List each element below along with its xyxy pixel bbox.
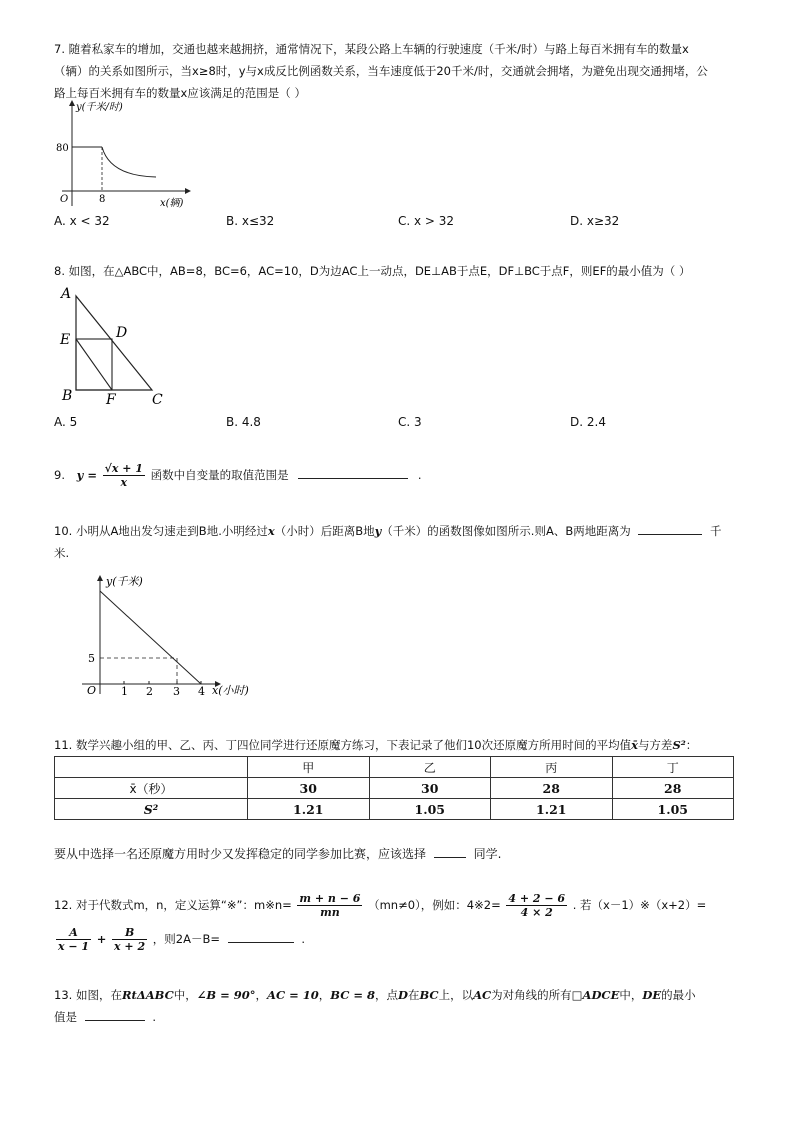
q13-parallelogram: □ADCE xyxy=(571,988,620,1002)
q11-s2: S² xyxy=(672,738,686,752)
question-8-text: 8. 如图，在△ABC中，AB=8，BC=6，AC=10，D为边AC上一动点，DE⊥AB于点E，DF⊥BC于点F，则EF的最小值为（ ） xyxy=(54,264,691,278)
q11-mid: 与方差 xyxy=(637,738,673,752)
q8-label-b: B xyxy=(62,388,73,404)
table-row-label: S² xyxy=(55,799,248,820)
q10-y-axis-label: y(千米) xyxy=(106,575,143,588)
q8-label-d: D xyxy=(116,325,128,341)
q10-text-a: 10. 小明从A地出发匀速走到B地.小明经过 xyxy=(54,524,268,538)
q12-fraction-a-numerator: A xyxy=(56,926,91,940)
q10-answer-blank[interactable] xyxy=(638,522,702,535)
q12-fraction-b xyxy=(112,926,147,953)
q12-fraction-b-numerator: B xyxy=(112,926,147,940)
q8-option-c[interactable]: C. 3 xyxy=(398,415,422,429)
q13-point-d: D xyxy=(398,988,408,1002)
q9-text: 函数中自变量的取值范围是 xyxy=(150,468,289,482)
q12-fraction-a-denominator: x − 1 xyxy=(58,940,90,953)
q10-line2: 米. xyxy=(54,546,70,560)
q9-fraction xyxy=(103,462,145,489)
q13-bc: BC = 8 xyxy=(330,988,375,1002)
q11-data-table xyxy=(54,756,734,820)
table-header-cell: 丙 xyxy=(491,757,613,778)
q12-example-numerator: 4 + 2 − 6 xyxy=(508,892,566,905)
q13-end: . xyxy=(152,1010,156,1024)
q7-option-d[interactable]: D. x≥32 xyxy=(570,214,620,228)
q8-label-a: A xyxy=(61,286,72,302)
q10-y-tick-5: 5 xyxy=(88,652,95,665)
q8-triangle-abc xyxy=(76,296,152,390)
table-header-cell: 丁 xyxy=(612,757,734,778)
table-cell: 28 xyxy=(612,778,734,799)
q12-line1 xyxy=(54,888,744,922)
q9-fraction-denominator: x xyxy=(120,476,128,489)
table-cell: 28 xyxy=(491,778,613,799)
q7-option-a[interactable]: A. x < 32 xyxy=(54,214,110,228)
table-row-label: x̄（秒） xyxy=(55,778,248,799)
q13-line2 xyxy=(54,1006,744,1028)
q9-answer-blank[interactable] xyxy=(298,466,408,479)
q12-text-a: 12. 对于代数式m，n，定义运算“※”：m※n= xyxy=(54,898,292,912)
question-11-text xyxy=(54,734,744,756)
q10-x-tick-label-4: 4 xyxy=(198,685,205,698)
q7-hyperbola-curve xyxy=(102,147,156,177)
question-9-text xyxy=(54,460,744,490)
q13-text-f: 在 xyxy=(407,988,420,1002)
q12-fraction-b-denominator: x + 2 xyxy=(114,940,146,953)
table-cell: 1.21 xyxy=(491,799,613,820)
q8-option-b[interactable]: B. 4.8 xyxy=(226,415,261,429)
q7-origin: O xyxy=(60,194,69,205)
q8-label-f: F xyxy=(106,392,116,408)
q8-segment-ef xyxy=(76,339,112,390)
q12-answer-blank[interactable] xyxy=(228,930,294,943)
q10-x-tick-label-1: 1 xyxy=(121,685,128,698)
table-cell: 1.21 xyxy=(248,799,370,820)
q8-option-a[interactable]: A. 5 xyxy=(54,415,78,429)
q7-x-axis-label: x(辆) xyxy=(160,198,184,209)
question-10-text xyxy=(54,520,744,564)
q13-text-c: ， xyxy=(255,988,268,1002)
table-cell: 30 xyxy=(248,778,370,799)
q13-text-b: 中， xyxy=(173,988,197,1002)
question-12-text xyxy=(54,888,744,956)
q9-fraction-numerator: √x + 1 xyxy=(104,462,143,475)
q13-ac: AC = 10 xyxy=(267,988,319,1002)
table-header-cell: 乙 xyxy=(369,757,491,778)
q13-angle: ∠B = 90° xyxy=(196,988,256,1002)
q13-line2-text: 值是 xyxy=(54,1010,77,1024)
q10-text-b: （小时）后距离B地 xyxy=(274,524,375,538)
q7-y-axis-label: y(千米/时) xyxy=(76,102,123,113)
q12-example-denominator: 4 × 2 xyxy=(520,906,553,919)
q10-x-axis-label: x(小时) xyxy=(212,684,249,697)
table-cell: 1.05 xyxy=(612,799,734,820)
q7-x-tick-8: 8 xyxy=(99,194,106,205)
q12-fraction-a xyxy=(56,926,91,953)
q13-ac2: AC xyxy=(473,988,492,1002)
q7-line3: 路上每百米拥有车的数量x应该满足的范围是（ ） xyxy=(54,86,306,100)
table-header-cell xyxy=(55,757,248,778)
q10-distance-line xyxy=(100,591,201,684)
q13-bc2: BC xyxy=(419,988,439,1002)
q10-text-c: （千米）的函数图像如图所示.则A、B两地距离为 xyxy=(381,524,631,538)
q8-label-c: C xyxy=(152,392,163,408)
q13-text-h: 为对角线的所有 xyxy=(491,988,572,1002)
table-row xyxy=(55,778,734,799)
q10-y-var: y xyxy=(374,524,382,538)
q7-option-c[interactable]: C. x > 32 xyxy=(398,214,455,228)
q11-xbar: x̄ xyxy=(631,738,638,752)
q11-after-a: 要从中选择一名还原魔方用时少又发挥稳定的同学参加比赛，应该选择 xyxy=(54,847,427,861)
question-7-text xyxy=(54,38,744,104)
q13-text-d: ， xyxy=(318,988,331,1002)
q10-origin: O xyxy=(87,684,97,697)
q9-end: . xyxy=(417,468,422,482)
table-row xyxy=(55,799,734,820)
q11-colon: ： xyxy=(685,738,698,752)
q10-line1 xyxy=(54,520,744,542)
q12-def-fraction xyxy=(297,892,362,919)
q8-triangle-figure xyxy=(56,282,180,412)
q9-lhs: y = xyxy=(76,468,97,482)
q7-speed-graph xyxy=(50,98,200,214)
q10-x-var: x xyxy=(267,524,275,538)
q10-end-a: 千 xyxy=(710,524,722,538)
q8-label-e: E xyxy=(60,332,71,348)
table-cell: 1.05 xyxy=(369,799,491,820)
q12-text-d: ，则2A－B= xyxy=(152,932,221,946)
q11-answer-blank[interactable] xyxy=(434,845,466,858)
q11-after-b: 同学. xyxy=(473,847,502,861)
q7-y-tick-80: 80 xyxy=(56,143,69,154)
q10-distance-graph xyxy=(76,572,266,702)
q13-text-i: 中， xyxy=(619,988,643,1002)
q12-example-fraction xyxy=(506,892,567,919)
q11-after-text xyxy=(54,843,744,865)
q12-line2 xyxy=(54,922,744,956)
question-13-text xyxy=(54,984,744,1028)
q12-end: . xyxy=(301,932,305,946)
q12-text-c: . 若（x－1）※（x+2）= xyxy=(572,898,707,912)
table-header-row xyxy=(55,757,734,778)
q7-line2: （辆）的关系如图所示，当x≥8时，y与x成反比例函数关系，当车速度低于20千米/时，交通就会拥堵，为避免出现交通拥堵，公 xyxy=(54,64,708,78)
q7-line1: 7. 随着私家车的增加，交通也越来越拥挤，通常情况下，某段公路上车辆的行驶速度（千米/时）与路上每百米拥有车的数量x xyxy=(54,42,689,56)
q9-number: 9. xyxy=(54,468,65,482)
q12-def-denominator: mn xyxy=(320,906,340,919)
q12-text-b: （mn≠0），例如：4※2= xyxy=(368,898,501,912)
q10-x-tick-label-2: 2 xyxy=(146,685,153,698)
q13-answer-blank[interactable] xyxy=(85,1008,145,1021)
q13-line1 xyxy=(54,984,744,1006)
q13-text-e: ，点 xyxy=(375,988,398,1002)
q13-text-a: 13. 如图，在 xyxy=(54,988,122,1002)
table-cell: 30 xyxy=(369,778,491,799)
q7-option-b[interactable]: B. x≤32 xyxy=(226,214,275,228)
q12-plus: + xyxy=(96,932,107,946)
q10-x-tick-label-3: 3 xyxy=(173,685,180,698)
q13-de: DE xyxy=(642,988,662,1002)
q11-text: 11. 数学兴趣小组的甲、乙、丙、丁四位同学进行还原魔方练习，下表记录了他们10次还原魔方所用时间的平均值 xyxy=(54,738,632,752)
q8-option-d[interactable]: D. 2.4 xyxy=(570,415,606,429)
q13-text-g: 上，以 xyxy=(438,988,474,1002)
q12-def-numerator: m + n − 6 xyxy=(299,892,361,905)
q13-text-j: 的最小 xyxy=(661,988,696,1002)
q13-triangle: RtΔABC xyxy=(121,988,174,1002)
table-header-cell: 甲 xyxy=(248,757,370,778)
